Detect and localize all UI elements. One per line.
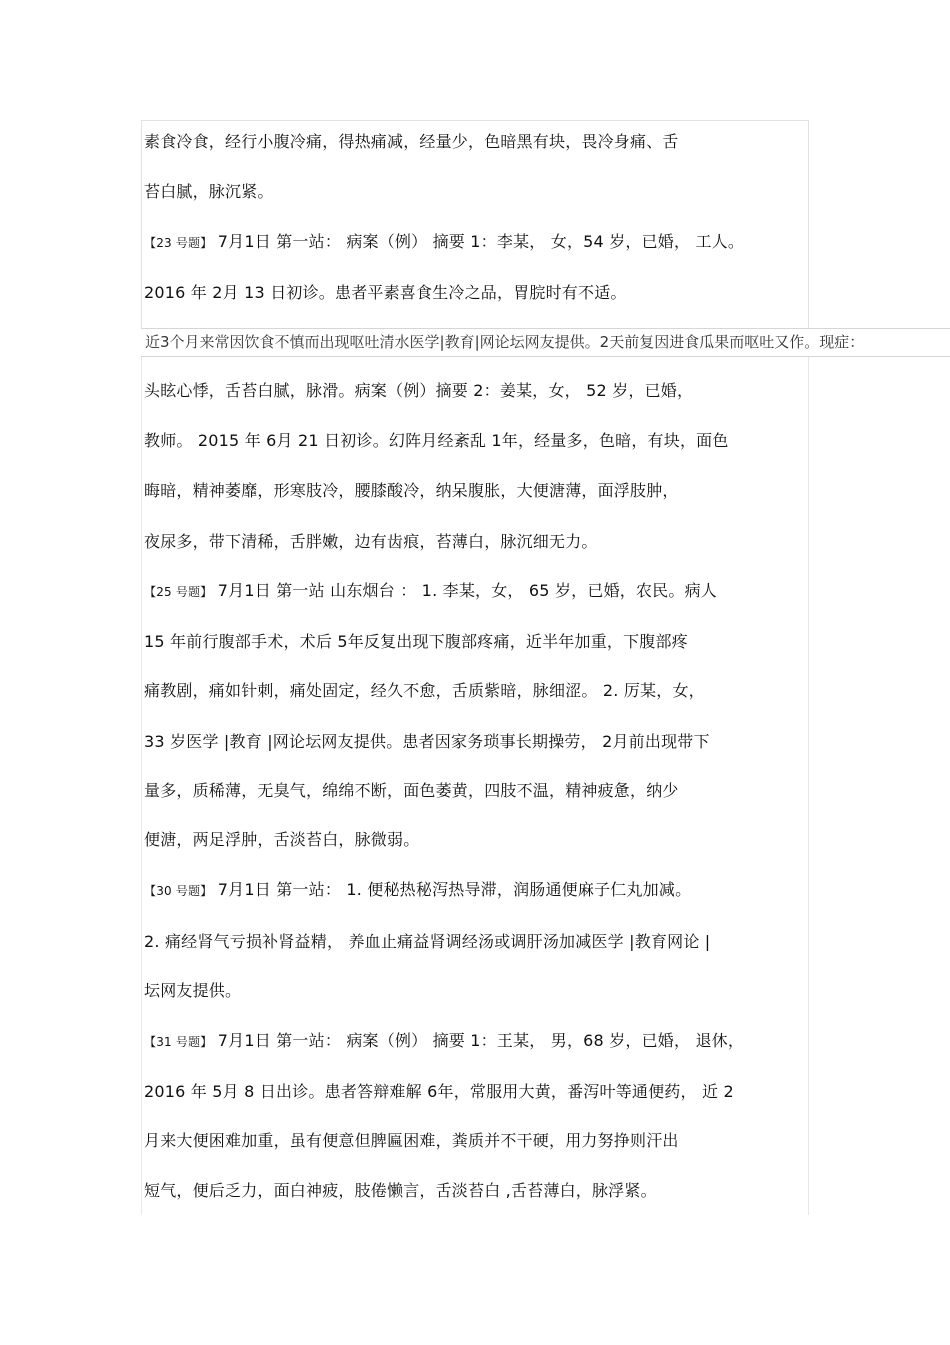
line-text: 短气，便后乏力，面白神疲，肢倦懒言，舌淡苔白 ,舌苔薄白，脉浮紧。 [144,1181,657,1200]
line-text: 头眩心悸，舌苔白腻，脉滑。病案（例）摘要 2：姜某，女， 52 岁，已婚， [144,381,694,400]
line-text: 便溏，两足浮肿，舌淡苔白，脉微弱。 [144,830,420,849]
line-text: 7月1日 第一站： 病案（例） 摘要 1：李某， 女，54 岁，已婚， 工人。 [217,232,745,251]
line-text: 7月1日 第一站 山东烟台 ： 1. 李某，女， 65 岁，已婚，农民。病人 [217,581,717,600]
text-line [144,980,241,1002]
line-text: 33 岁医学 |教育 |网论坛网友提供。患者因家务琐事长期操劳， 2月前出现带下 [144,732,710,751]
line-text: 2016 年 2月 13 日初诊。患者平素喜食生冷之品，胃脘时有不适。 [144,283,627,302]
text-line [144,1180,657,1202]
text-line [144,131,679,153]
text-line [144,731,710,753]
question-number-tag: 【23 号题】 [144,236,213,250]
text-line [144,1130,679,1152]
line-text: 晦暗，精神萎靡，形寒肢冷，腰膝酸冷，纳呆腹胀，大便溏薄，面浮肢肿， [144,481,679,500]
text-line [144,181,274,203]
line-text: 15 年前行腹部手术，术后 5年反复出现下腹部疼痛，近半年加重，下腹部疼 [144,632,688,651]
line-text: 2016 年 5月 8 日出诊。患者答辩难解 6年，常服用大黄，番泻叶等通便药， 近 2 [144,1082,734,1101]
text-line [144,430,729,452]
line-text: 7月1日 第一站： 1. 便秘热秘泻热导滞，润肠通便麻子仁丸加减。 [217,880,692,899]
line-text: 量多，质稀薄，无臭气，绵绵不断，面色萎黄，四肢不温，精神疲惫，纳少 [144,781,679,800]
text-line [144,1081,734,1103]
question-line [144,1030,744,1053]
text-line [144,531,598,553]
line-text: 7月1日 第一站： 病案（例） 摘要 1：王某， 男，68 岁，已婚， 退休， [217,1031,745,1050]
line-text: 痛教剧，痛如针刺，痛处固定，经久不愈，舌质紫暗，脉细涩。 2. 厉某，女， [144,681,705,700]
text-line [144,380,693,402]
line-text: 素食冷食，经行小腹冷痛，得热痛减，经量少，色暗黑有块，畏冷身痛、舌 [144,132,679,151]
question-number-tag: 【30 号题】 [144,884,213,898]
text-line [144,631,688,653]
question-line [144,580,717,603]
line-text: 教师。 2015 年 6月 21 日初诊。幻阵月经紊乱 1年，经量多，色暗，有块，面色 [144,431,729,450]
text-line [144,282,627,304]
line-text: 2. 痛经肾气亏损补肾益精， 养血止痛益肾调经汤或调肝汤加减医学 |教育网论 | [144,932,711,951]
line-text: 苔白腻，脉沉紧。 [144,182,274,201]
question-number-tag: 【31 号题】 [144,1035,213,1049]
text-line [144,829,419,851]
text-line [144,480,679,502]
overlay-text-banner: 近3个月来常因饮食不慎而出现呕吐清水医学|教育|网论坛网友提供。2天前复因进食瓜果而呕吐又作。现症： [141,328,950,357]
text-line [144,780,679,802]
question-line [144,879,691,902]
line-text: 月来大便困难加重，虽有便意但脾匾困难，粪质并不干硬，用力努挣则汗出 [144,1131,679,1150]
text-line [144,931,710,953]
text-line [144,680,705,702]
line-text: 夜尿多，带下清稀，舌胖嫩，边有齿痕，苔薄白，脉沉细无力。 [144,532,598,551]
question-number-tag: 【25 号题】 [144,585,213,599]
line-text: 坛网友提供。 [144,981,242,1000]
question-line [144,231,744,254]
